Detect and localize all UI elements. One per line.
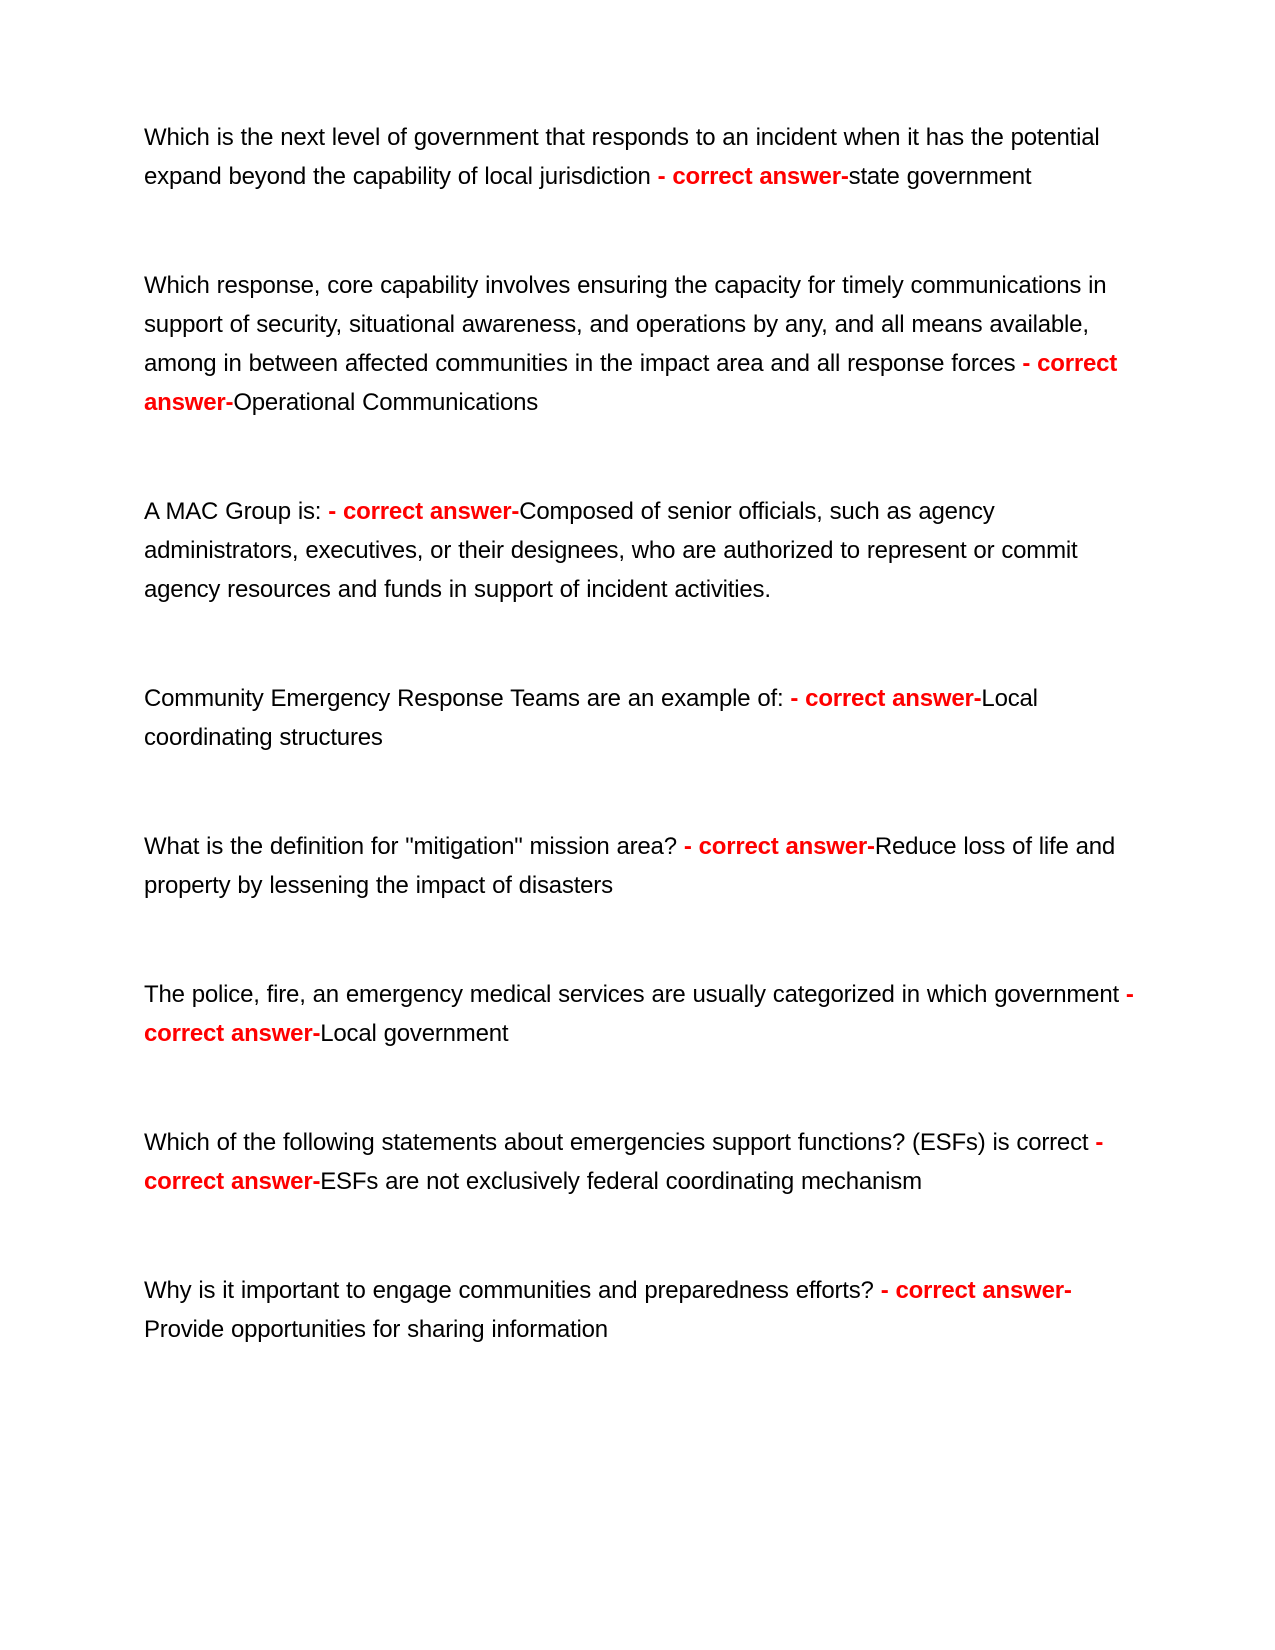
question-text: Which is the next level of government that responds to an incident when it has the potential expand beyond the capability of local jurisdiction bbox=[144, 124, 1100, 190]
question-text: The police, fire, an emergency medical services are usually categorized in which government bbox=[144, 981, 1126, 1008]
correct-answer-label: - correct answer- bbox=[880, 1277, 1072, 1304]
correct-answer-label: - correct answer- bbox=[144, 350, 1118, 416]
answer-text: Local government bbox=[320, 1020, 509, 1047]
correct-answer-label: - correct answer- bbox=[683, 833, 875, 860]
qa-paragraph bbox=[144, 1271, 1140, 1349]
qa-paragraph bbox=[144, 118, 1140, 196]
answer-text: Reduce loss of life and property by lessening the impact of disasters bbox=[144, 833, 1116, 899]
question-text: Community Emergency Response Teams are an example of: bbox=[144, 685, 791, 712]
question-text: A MAC Group is: bbox=[144, 498, 329, 525]
question-text: What is the definition for "mitigation" mission area? bbox=[144, 833, 684, 860]
document-body bbox=[144, 118, 1140, 1349]
question-text: Which of the following statements about emergencies support functions? (ESFs) is correct bbox=[144, 1129, 1096, 1156]
qa-paragraph bbox=[144, 1123, 1140, 1201]
correct-answer-label: - correct answer- bbox=[328, 498, 520, 525]
correct-answer-label: - correct answer- bbox=[790, 685, 982, 712]
correct-answer-label: - correct answer- bbox=[144, 981, 1134, 1047]
qa-paragraph bbox=[144, 679, 1140, 757]
answer-text: Provide opportunities for sharing information bbox=[144, 1316, 608, 1343]
question-text: Which response, core capability involves ensuring the capacity for timely communications in support of security, situational awareness, and operations by any, and all means available, among in between affected communities in the impact area and all response forces bbox=[144, 272, 1107, 377]
question-text: Why is it important to engage communities and preparedness efforts? bbox=[144, 1277, 881, 1304]
correct-answer-label: - correct answer- bbox=[657, 163, 849, 190]
correct-answer-label: - correct answer- bbox=[144, 1129, 1104, 1195]
answer-text: Operational Communications bbox=[233, 389, 539, 416]
answer-text: Local coordinating structures bbox=[144, 685, 1038, 751]
answer-text: ESFs are not exclusively federal coordinating mechanism bbox=[320, 1168, 922, 1195]
qa-paragraph bbox=[144, 827, 1140, 905]
qa-paragraph bbox=[144, 975, 1140, 1053]
answer-text: state government bbox=[848, 163, 1032, 190]
answer-text: Composed of senior officials, such as agency administrators, executives, or their designees, who are authorized to represent or commit agency resources and funds in support of incident activities. bbox=[144, 498, 1078, 603]
qa-paragraph bbox=[144, 492, 1140, 609]
qa-paragraph bbox=[144, 266, 1140, 422]
